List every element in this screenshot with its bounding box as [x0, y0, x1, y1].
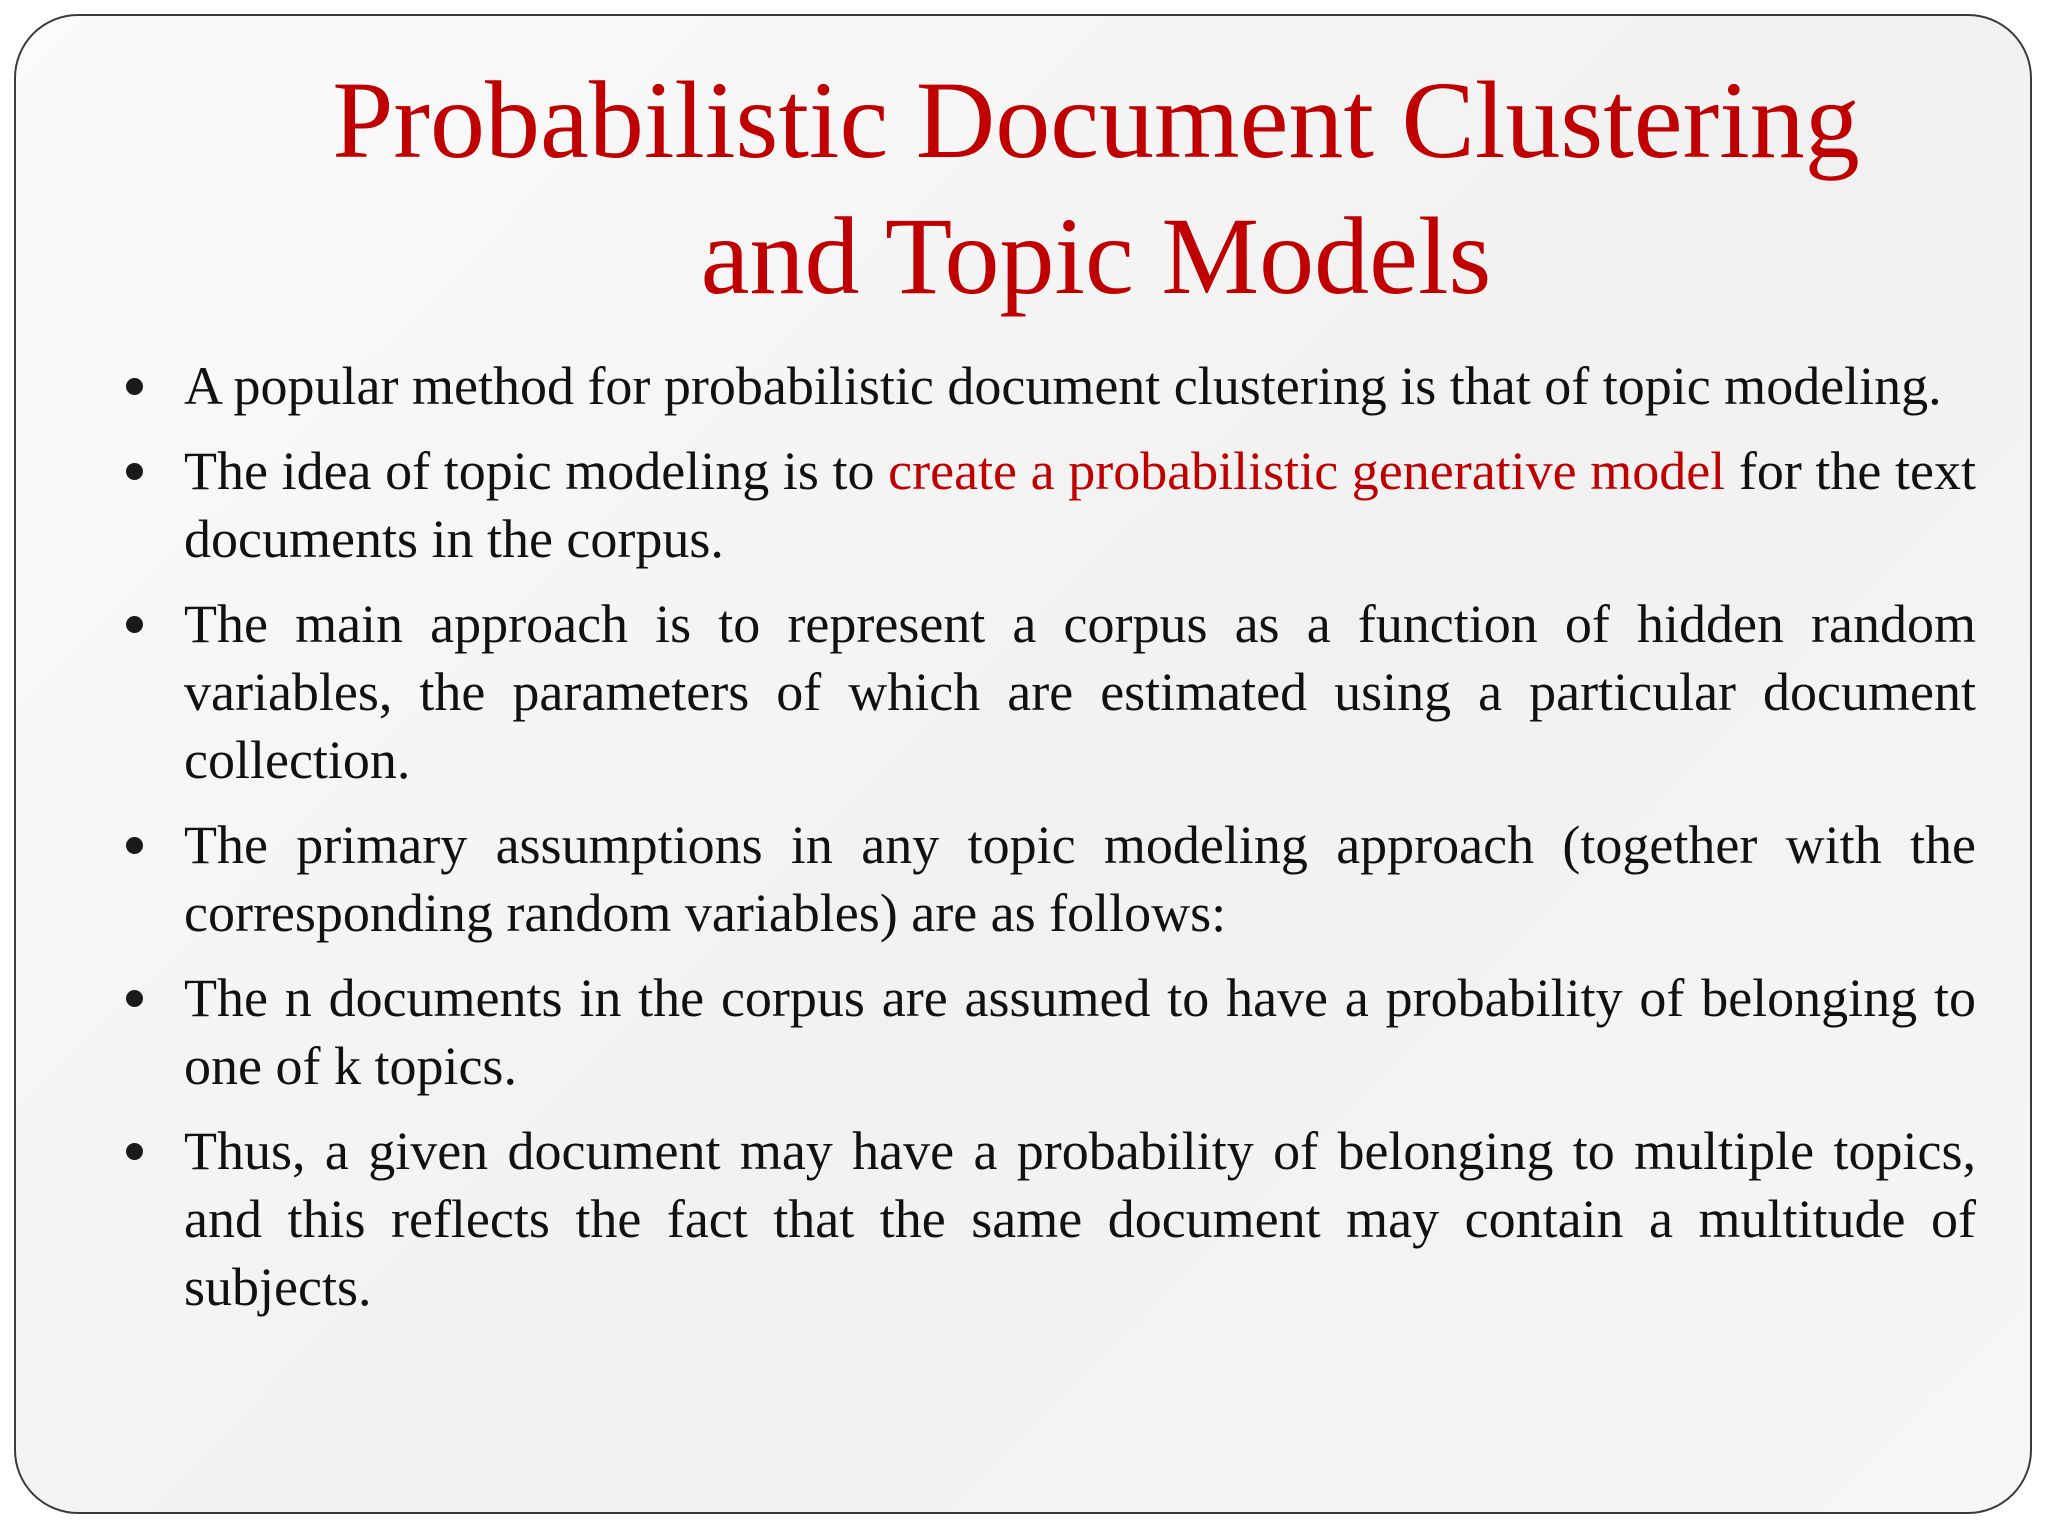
bullet-dot-icon	[126, 990, 143, 1007]
slide	[14, 14, 2032, 1514]
bullet-item	[184, 1117, 1976, 1321]
bullet-item	[184, 964, 1976, 1100]
bullet-text: The primary assumptions in any topic modeling approach (together with the corresponding random variables) are as follows:	[184, 815, 1976, 943]
bullet-dot-icon	[126, 616, 143, 633]
bullet-text: The n documents in the corpus are assumed to have a probability of belonging to one of k topics.	[184, 968, 1976, 1096]
bullet-item	[184, 590, 1976, 794]
bullet-dot-icon	[126, 837, 143, 854]
bullet-dot-icon	[126, 463, 143, 480]
bullet-item	[184, 437, 1976, 573]
bullet-dot-icon	[126, 378, 143, 395]
slide-title-line-2: and Topic Models	[700, 195, 1492, 317]
bullet-item	[184, 811, 1976, 947]
bullet-text-post: for the text documents in the corpus.	[184, 441, 1976, 569]
slide-title-line-1: Probabilistic Document Clustering	[332, 59, 1860, 181]
bullet-text: The main approach is to represent a corpus as a function of hidden random variables, the parameters of which are estimated using a particular document collection.	[184, 594, 1976, 790]
bullet-item	[184, 352, 1976, 420]
bullet-text-pre: The idea of topic modeling is to	[184, 441, 889, 501]
slide-title	[156, 52, 2032, 324]
bullet-highlight-text: create a probabilistic generative model	[888, 441, 1726, 501]
bullet-list	[184, 352, 1976, 1338]
bullet-text: A popular method for probabilistic document clustering is that of topic modeling.	[184, 356, 1942, 416]
bullet-text: Thus, a given document may have a probability of belonging to multiple topics, and this reflects the fact that the same document may contain a multitude of subjects.	[184, 1121, 1976, 1317]
bullet-dot-icon	[126, 1143, 143, 1160]
